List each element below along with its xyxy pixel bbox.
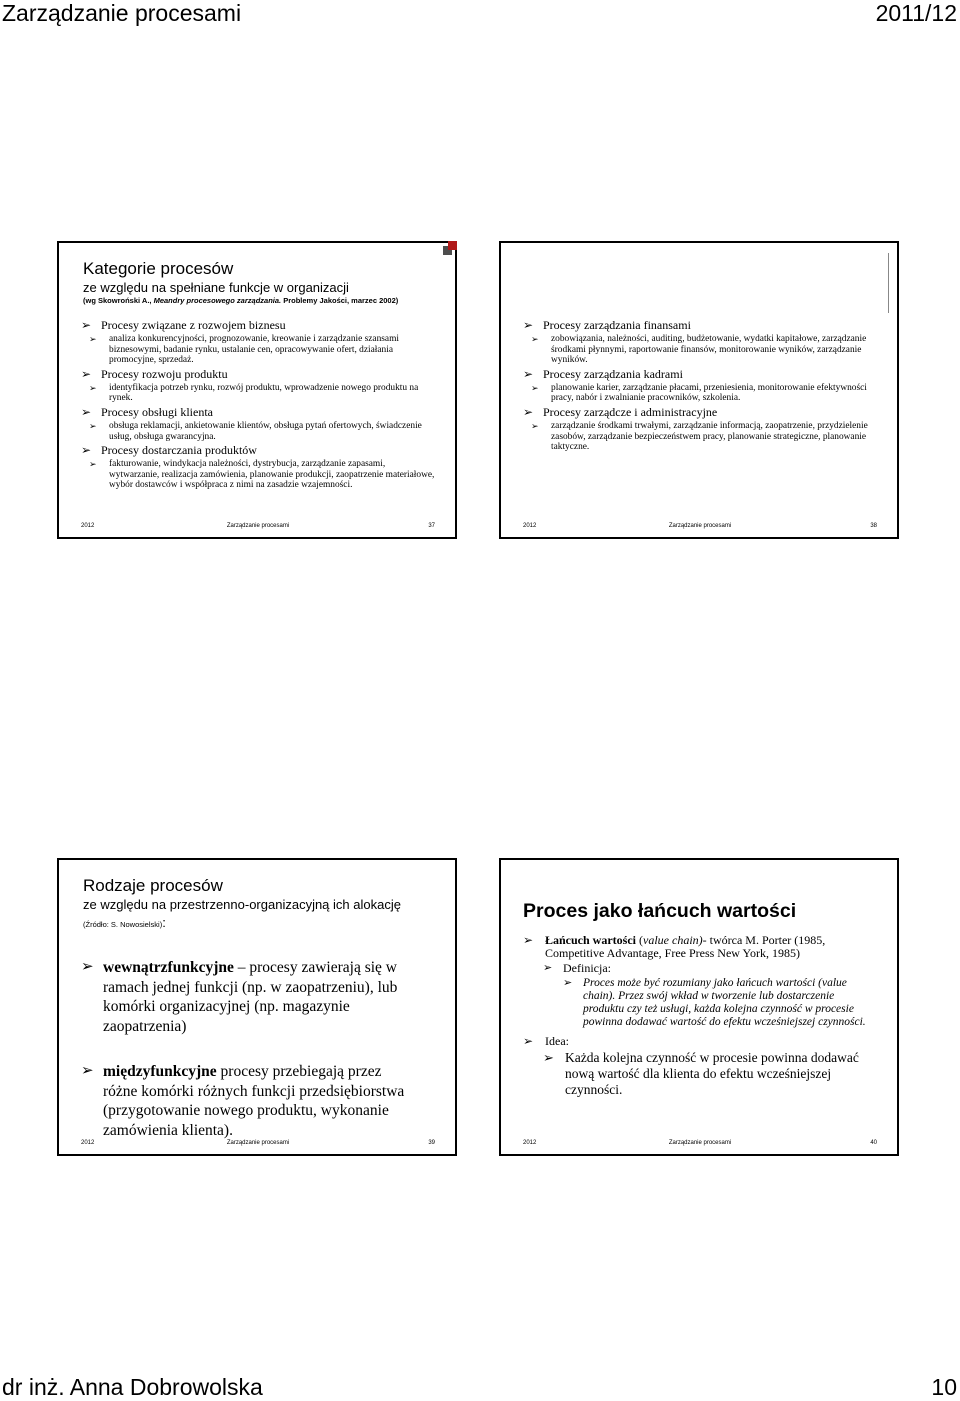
arrow-bullet-icon: ➢ [531, 382, 539, 393]
slide-content [523, 934, 867, 1098]
arrow-bullet-icon: ➢ [89, 382, 97, 393]
bullet-item: ➢ Łańcuch wartości (value chain)- twórca M. Porter (1985, Competitive Advantage, Free Press New York, 1985) [523, 933, 826, 960]
arrow-bullet-icon: ➢ [523, 318, 534, 332]
slide-38 [499, 241, 899, 539]
arrow-bullet-icon: ➢ [523, 1034, 534, 1048]
bullet-item: ➢ wewnątrzfunkcyjne – procesy zawierają się w ramach jednej funkcji (np. w zaopatrzeniu), lub komórki organizacyjnej (np. magazynie zaopatrzenia) [81, 959, 398, 1035]
sub-bullet-item: ➢ fakturowanie, windykacja należności, dystrybucja, zarządzanie zapasami, wytwarzanie, realizacja zamówienia, planowanie produkcji, zaopatrzenie materiałowe, wybór dostawców i współpraca z nimi na zasadzie wzajemności. [89, 459, 435, 491]
arrow-bullet-icon: ➢ [81, 443, 92, 458]
arrow-bullet-icon: ➢ [81, 959, 94, 975]
idea-text: ➢ Każda kolejna czynność w procesie powinna dodawać nową wartość dla klienta do efektu wcześniejszej czynności. [543, 1050, 859, 1097]
bullet-item: ➢ międzyfunkcyjne procesy przebiegają przez różne komórki różnych funkcji przedsiębiorstwa (przygotowanie nowego produktu, wykonanie zamówienia klienta). [81, 1063, 405, 1139]
footer-year: 2012 [523, 1140, 537, 1146]
slide-number: 40 [870, 1140, 877, 1146]
slide-subtitle: ze względu na przestrzenno-organizacyjną ich alokację [83, 897, 401, 912]
bullet-item: ➢ Procesy zarządcze i administracyjne [523, 404, 718, 419]
arrow-bullet-icon: ➢ [523, 366, 534, 381]
slide-37 [57, 241, 457, 539]
slide-title: Rodzaje procesów [83, 876, 223, 895]
arrow-bullet-icon: ➢ [89, 420, 97, 431]
corner-decoration [443, 241, 457, 255]
page-number: 10 [931, 1374, 957, 1400]
arrow-bullet-icon: ➢ [81, 318, 92, 332]
bullet-item: ➢ Procesy zarządzania finansami [523, 318, 691, 332]
arrow-bullet-icon: ➢ [523, 404, 534, 419]
slide-content [523, 319, 879, 455]
slide-source: (Źródło: S. Nowosielski): [83, 915, 166, 930]
arrow-bullet-icon: ➢ [543, 962, 553, 974]
arrow-bullet-icon: ➢ [543, 1050, 554, 1065]
definition-text: ➢ Proces może być rozumiany jako łańcuch wartości (value chain). Przez swój wkład w tworzenie lub dostarczenie produktu czy też usługi, każda kolejna czynność w procesie powinna dodawać wartość do efektu wcześniejszej czynności. [563, 977, 866, 1028]
sub-bullet-item: ➢ obsługa reklamacji, ankietowanie klientów, obsługa pytań ofertowych, świadczenie usług, obsługa gwarancyjna. [89, 420, 422, 442]
slide-40 [499, 858, 899, 1156]
slide-39 [57, 858, 457, 1156]
sub-bullet-item: ➢ Definicja: [543, 961, 611, 975]
bullet-item: ➢ Procesy związane z rozwojem biznesu [81, 318, 286, 332]
arrow-bullet-icon: ➢ [531, 420, 539, 431]
footer-title: Zarządzanie procesami [668, 1140, 732, 1146]
arrow-bullet-icon: ➢ [89, 334, 97, 344]
divider [888, 253, 889, 313]
arrow-bullet-icon: ➢ [81, 404, 92, 419]
page-header-year: 2011/12 [875, 0, 957, 26]
footer-title: Zarządzanie procesami [668, 523, 732, 529]
sub-bullet-item: ➢ zobowiązania, należności, auditing, budżetowanie, wydatki kapitałowe, zarządzanie środkami płynnymi, raportowanie finansów, monitorowanie wyników, zarządzanie wyników. [531, 334, 867, 366]
bullet-item: ➢ Idea: [523, 1034, 569, 1048]
arrow-bullet-icon: ➢ [89, 459, 97, 470]
footer-year: 2012 [81, 1140, 95, 1146]
slide-number: 37 [428, 523, 435, 529]
arrow-bullet-icon: ➢ [531, 334, 539, 344]
slide-source: (wg Skowroński A., Meandry procesowego zarządzania. Problemy Jakości, marzec 2002) [83, 296, 399, 305]
footer-year: 2012 [81, 523, 95, 529]
slide-title: Kategorie procesów [83, 259, 234, 278]
bullet-item: ➢ Procesy rozwoju produktu [81, 366, 228, 381]
slide-number: 39 [428, 1140, 435, 1146]
arrow-bullet-icon: ➢ [81, 1063, 94, 1079]
bullet-item: ➢ Procesy obsługi klienta [81, 404, 213, 419]
footer-title: Zarządzanie procesami [226, 523, 290, 529]
slide-title: Proces jako łańcuch wartości [523, 900, 797, 922]
arrow-bullet-icon: ➢ [563, 977, 573, 989]
slide-number: 38 [870, 523, 877, 529]
sub-bullet-item: ➢ planowanie karier, zarządzanie płacami, przeniesienia, monitorowanie efektywności pracy, nabór i zwalnianie pracowników, szkolenia. [531, 382, 867, 404]
slide-content [81, 319, 437, 493]
sub-bullet-item: ➢ zarządzanie środkami trwałymi, zarządzanie informacją, zaopatrzenie, przydzielenie zasobów, zarządzanie bezpieczeństwem pracy, planowanie strategiczne, planowanie taktyczne. [531, 420, 868, 453]
bullet-item: ➢ Procesy dostarczania produktów [81, 443, 257, 458]
arrow-bullet-icon: ➢ [523, 933, 534, 947]
bullet-item: ➢ Procesy zarządzania kadrami [523, 366, 683, 381]
sub-bullet-item: ➢ identyfikacja potrzeb rynku, rozwój produktu, wprowadzenie nowego produktu na rynek. [89, 382, 419, 404]
slide-content [81, 958, 415, 1140]
slide-subtitle: ze względu na spełniane funkcje w organizacji [83, 280, 349, 295]
sub-bullet-item: ➢ analiza konkurencyjności, prognozowanie, kreowanie i zarządzanie szansami biznesowymi, badanie rynku, ustalanie cen, opracowywanie ofert, działania promocyjne, sprzedaż. [89, 334, 399, 366]
page-header-title: Zarządzanie procesami [2, 0, 242, 26]
footer-title: Zarządzanie procesami [226, 1140, 290, 1146]
page-footer-author: dr inż. Anna Dobrowolska [2, 1374, 263, 1400]
arrow-bullet-icon: ➢ [81, 366, 92, 381]
footer-year: 2012 [523, 523, 537, 529]
